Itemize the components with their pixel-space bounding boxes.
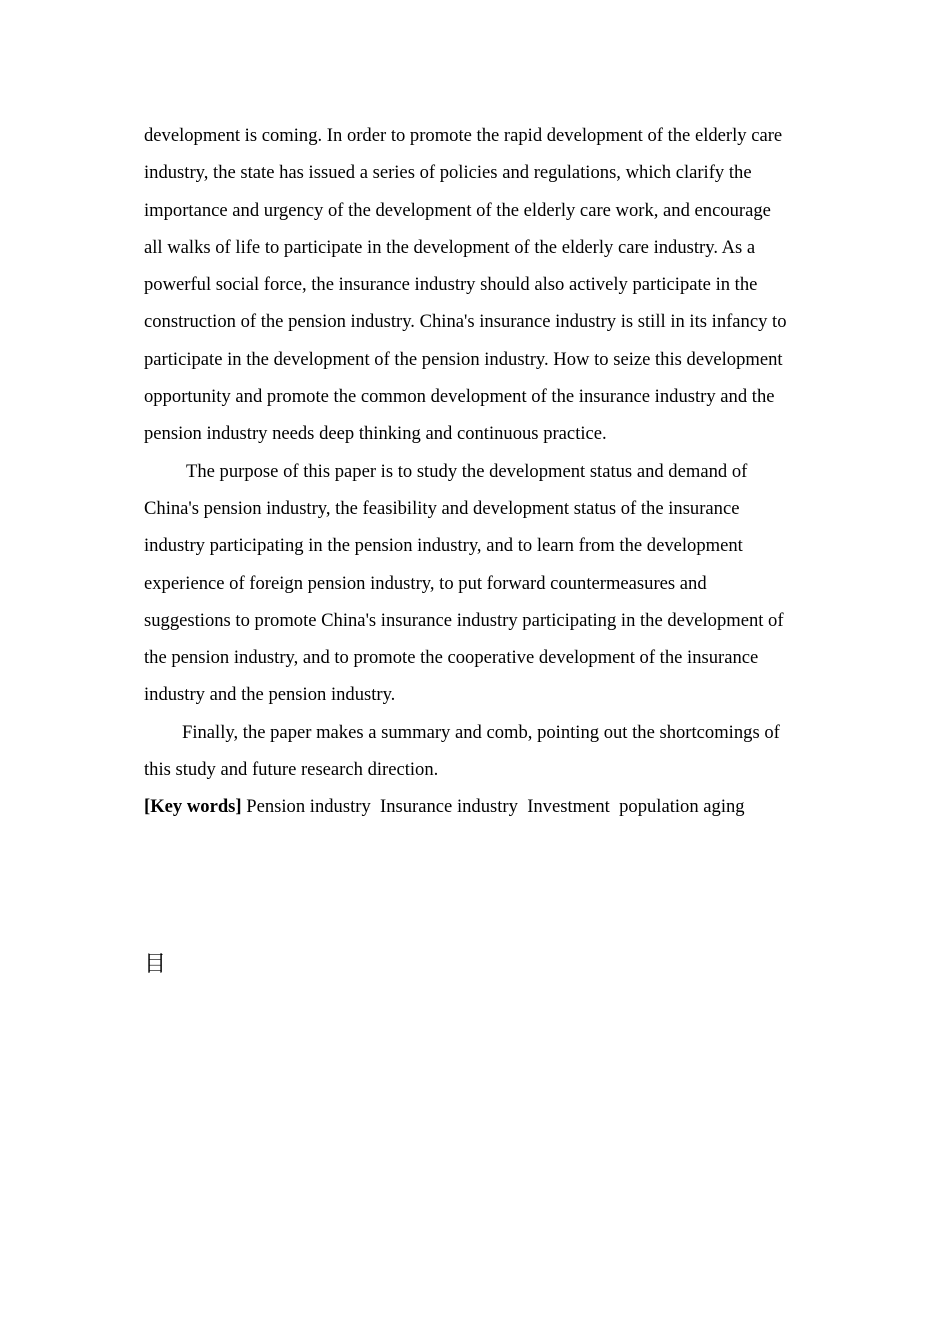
keywords-terms: Pension industry Insurance industry Investment population aging <box>241 796 745 818</box>
abstract-body <box>144 117 812 826</box>
keywords-line <box>144 788 812 825</box>
abstract-paragraph-2: The purpose of this paper is to study the development status and demand of China's pension industry, the feasibility and development status of the insurance industry participating in the pension industry, and to learn from the development experience of foreign pension industry, to put forward countermeasures and suggestions to promote China's insurance industry participating in the development of the pension industry, and to promote the cooperative development of the insurance industry and the pension industry. <box>144 460 784 706</box>
keywords-label: [Key words] <box>144 796 242 818</box>
abstract-paragraph-3: Finally, the paper makes a summary and comb, pointing out the shortcomings of this study and future research direction. <box>144 721 780 781</box>
toc-heading: 目 <box>144 952 167 977</box>
abstract-paragraph-1: development is coming. In order to promote the rapid development of the elderly care industry, the state has issued a series of policies and regulations, which clarify the importance and urgency of the development of the elderly care work, and encourage all walks of life to participate in the development of the elderly care industry. As a powerful social force, the insurance industry should also actively participate in the construction of the pension industry. China's insurance industry is still in its infancy to participate in the development of the pension industry. How to seize this development opportunity and promote the common development of the insurance industry and the pension industry needs deep thinking and continuous practice. <box>144 125 787 445</box>
